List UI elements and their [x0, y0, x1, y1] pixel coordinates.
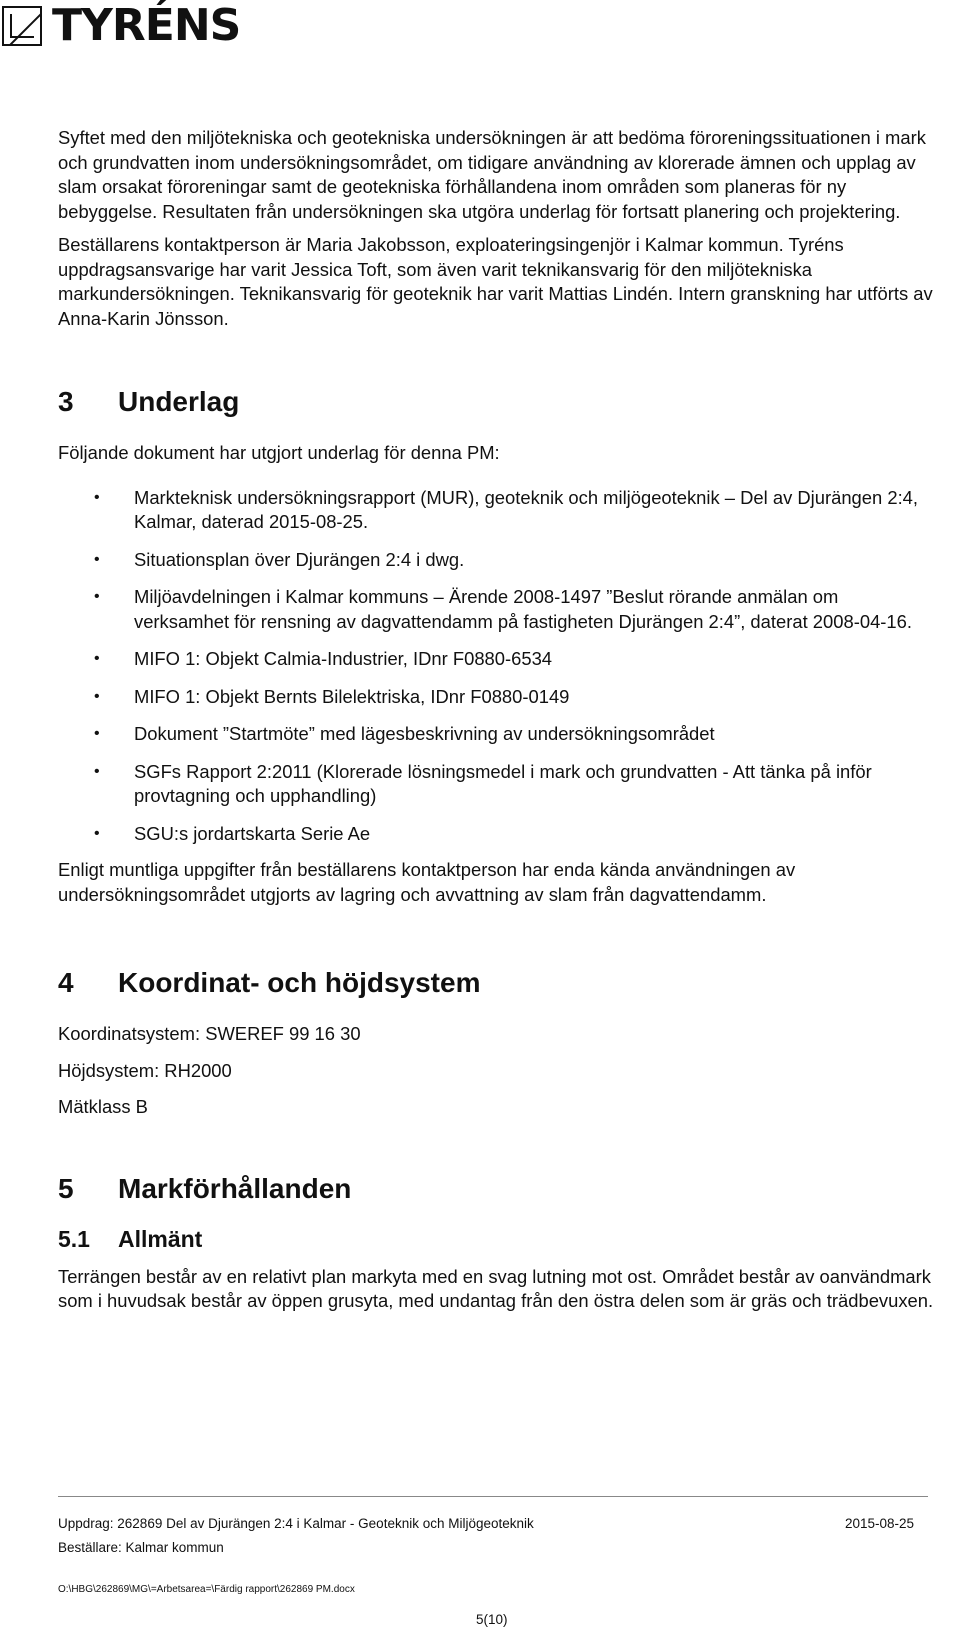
coordinate-system-text: Koordinatsystem: SWEREF 99 16 30 [58, 1023, 361, 1044]
section-number: 4 [58, 967, 74, 998]
footer-divider [58, 1496, 928, 1497]
section-heading-koordinat [58, 966, 938, 1000]
footer-date: 2015-08-25 [844, 1516, 914, 1531]
list-item: • SGU:s jordartskarta Serie Ae [58, 822, 938, 847]
logo-mark-icon [2, 6, 42, 46]
footer-file-path: O:\HBG\262869\MG\=Arbetsarea=\Färdig rapport\262869 PM.docx [58, 1584, 355, 1595]
page-number: 5(10) [476, 1612, 508, 1627]
section-title: Underlag [118, 386, 240, 417]
list-item: • Miljöavdelningen i Kalmar kommuns – Ärende 2008-1497 ”Beslut rörande anmälan om verksamhet för rensning av dagvattendamm på fastigheten Djurängen 2:4”, daterat 2008-04-16. [58, 585, 938, 634]
section-number: 3 [58, 386, 74, 417]
footer-assignment: Uppdrag: 262869 Del av Djurängen 2:4 i Kalmar - Geoteknik och Miljögeoteknik [58, 1516, 534, 1531]
section-closing-paragraph: Enligt muntliga uppgifter från beställarens kontaktperson har enda kända användningen av undersökningsområdet utgjorts av lagring och avvattning av slam från dagvattendamm. [58, 859, 796, 905]
list-item: • Situationsplan över Djurängen 2:4 i dwg. [58, 548, 938, 573]
subsection-title: Allmänt [118, 1225, 203, 1252]
section-title: Markförhållanden [118, 1172, 352, 1204]
section-lead: Följande dokument har utgjort underlag för denna PM: [58, 442, 500, 463]
list-item: • MIFO 1: Objekt Calmia-Industrier, IDnr F0880-6534 [58, 647, 938, 672]
section-heading-markforhallanden [58, 1172, 938, 1206]
logo-text: TYRÉNS [52, 0, 241, 51]
list-item: • SGFs Rapport 2:2011 (Klorerade lösningsmedel i mark och grundvatten - Att tänka på inför provtagning och upphandling) [58, 760, 938, 809]
intro-paragraph-contacts: Beställarens kontaktperson är Maria Jakobsson, exploateringsingenjör i Kalmar kommun. Tyréns uppdragsansvarige har varit Jessica Toft, som även varit teknikansvarig för den miljötekniska markundersökningen. Teknikansvarig för geoteknik har varit Mattias Lindén. Intern granskning har utförts av Anna-Karin Jönsson. [58, 234, 933, 329]
list-item: • Dokument ”Startmöte” med lägesbeskrivning av undersökningsområdet [58, 722, 938, 747]
company-logo [2, 0, 241, 51]
subsection-number: 5.1 [58, 1225, 90, 1252]
measurement-class-text: Mätklass B [58, 1096, 148, 1117]
intro-paragraph-purpose: Syftet med den miljötekniska och geotekniska undersökningen är att bedöma föroreningssituationen i mark och grundvatten inom undersökningsområdet, om tidigare användning av klorerade ämnen och upplag av slam orsakat föroreningar samt de geotekniska förhållandena inom områden som planeras för ny bebyggelse. Resultaten från undersökningen ska utgöra underlag för fortsatt planering och projektering. [58, 127, 926, 222]
section-heading-underlag [58, 385, 938, 419]
list-item: • MIFO 1: Objekt Bernts Bilelektriska, IDnr F0880-0149 [58, 685, 938, 710]
document-body [58, 126, 938, 1314]
document-list [58, 486, 938, 847]
list-item: • Markteknisk undersökningsrapport (MUR), geoteknik och miljögeoteknik – Del av Djurängen 2:4, Kalmar, daterad 2015-08-25. [58, 486, 938, 535]
section-title: Koordinat- och höjdsystem [118, 967, 481, 998]
footer-client: Beställare: Kalmar kommun [58, 1540, 224, 1555]
terrain-paragraph: Terrängen består av en relativt plan markyta med en svag lutning mot ost. Området består av oanvändmark som i huvudsak består av öppen grusyta, med undantag från den östra delen som är gräs och trädbevuxen. [58, 1265, 934, 1311]
height-system-text: Höjdsystem: RH2000 [58, 1059, 232, 1081]
section-number: 5 [58, 1172, 74, 1204]
subsection-heading-allmant [58, 1225, 938, 1253]
